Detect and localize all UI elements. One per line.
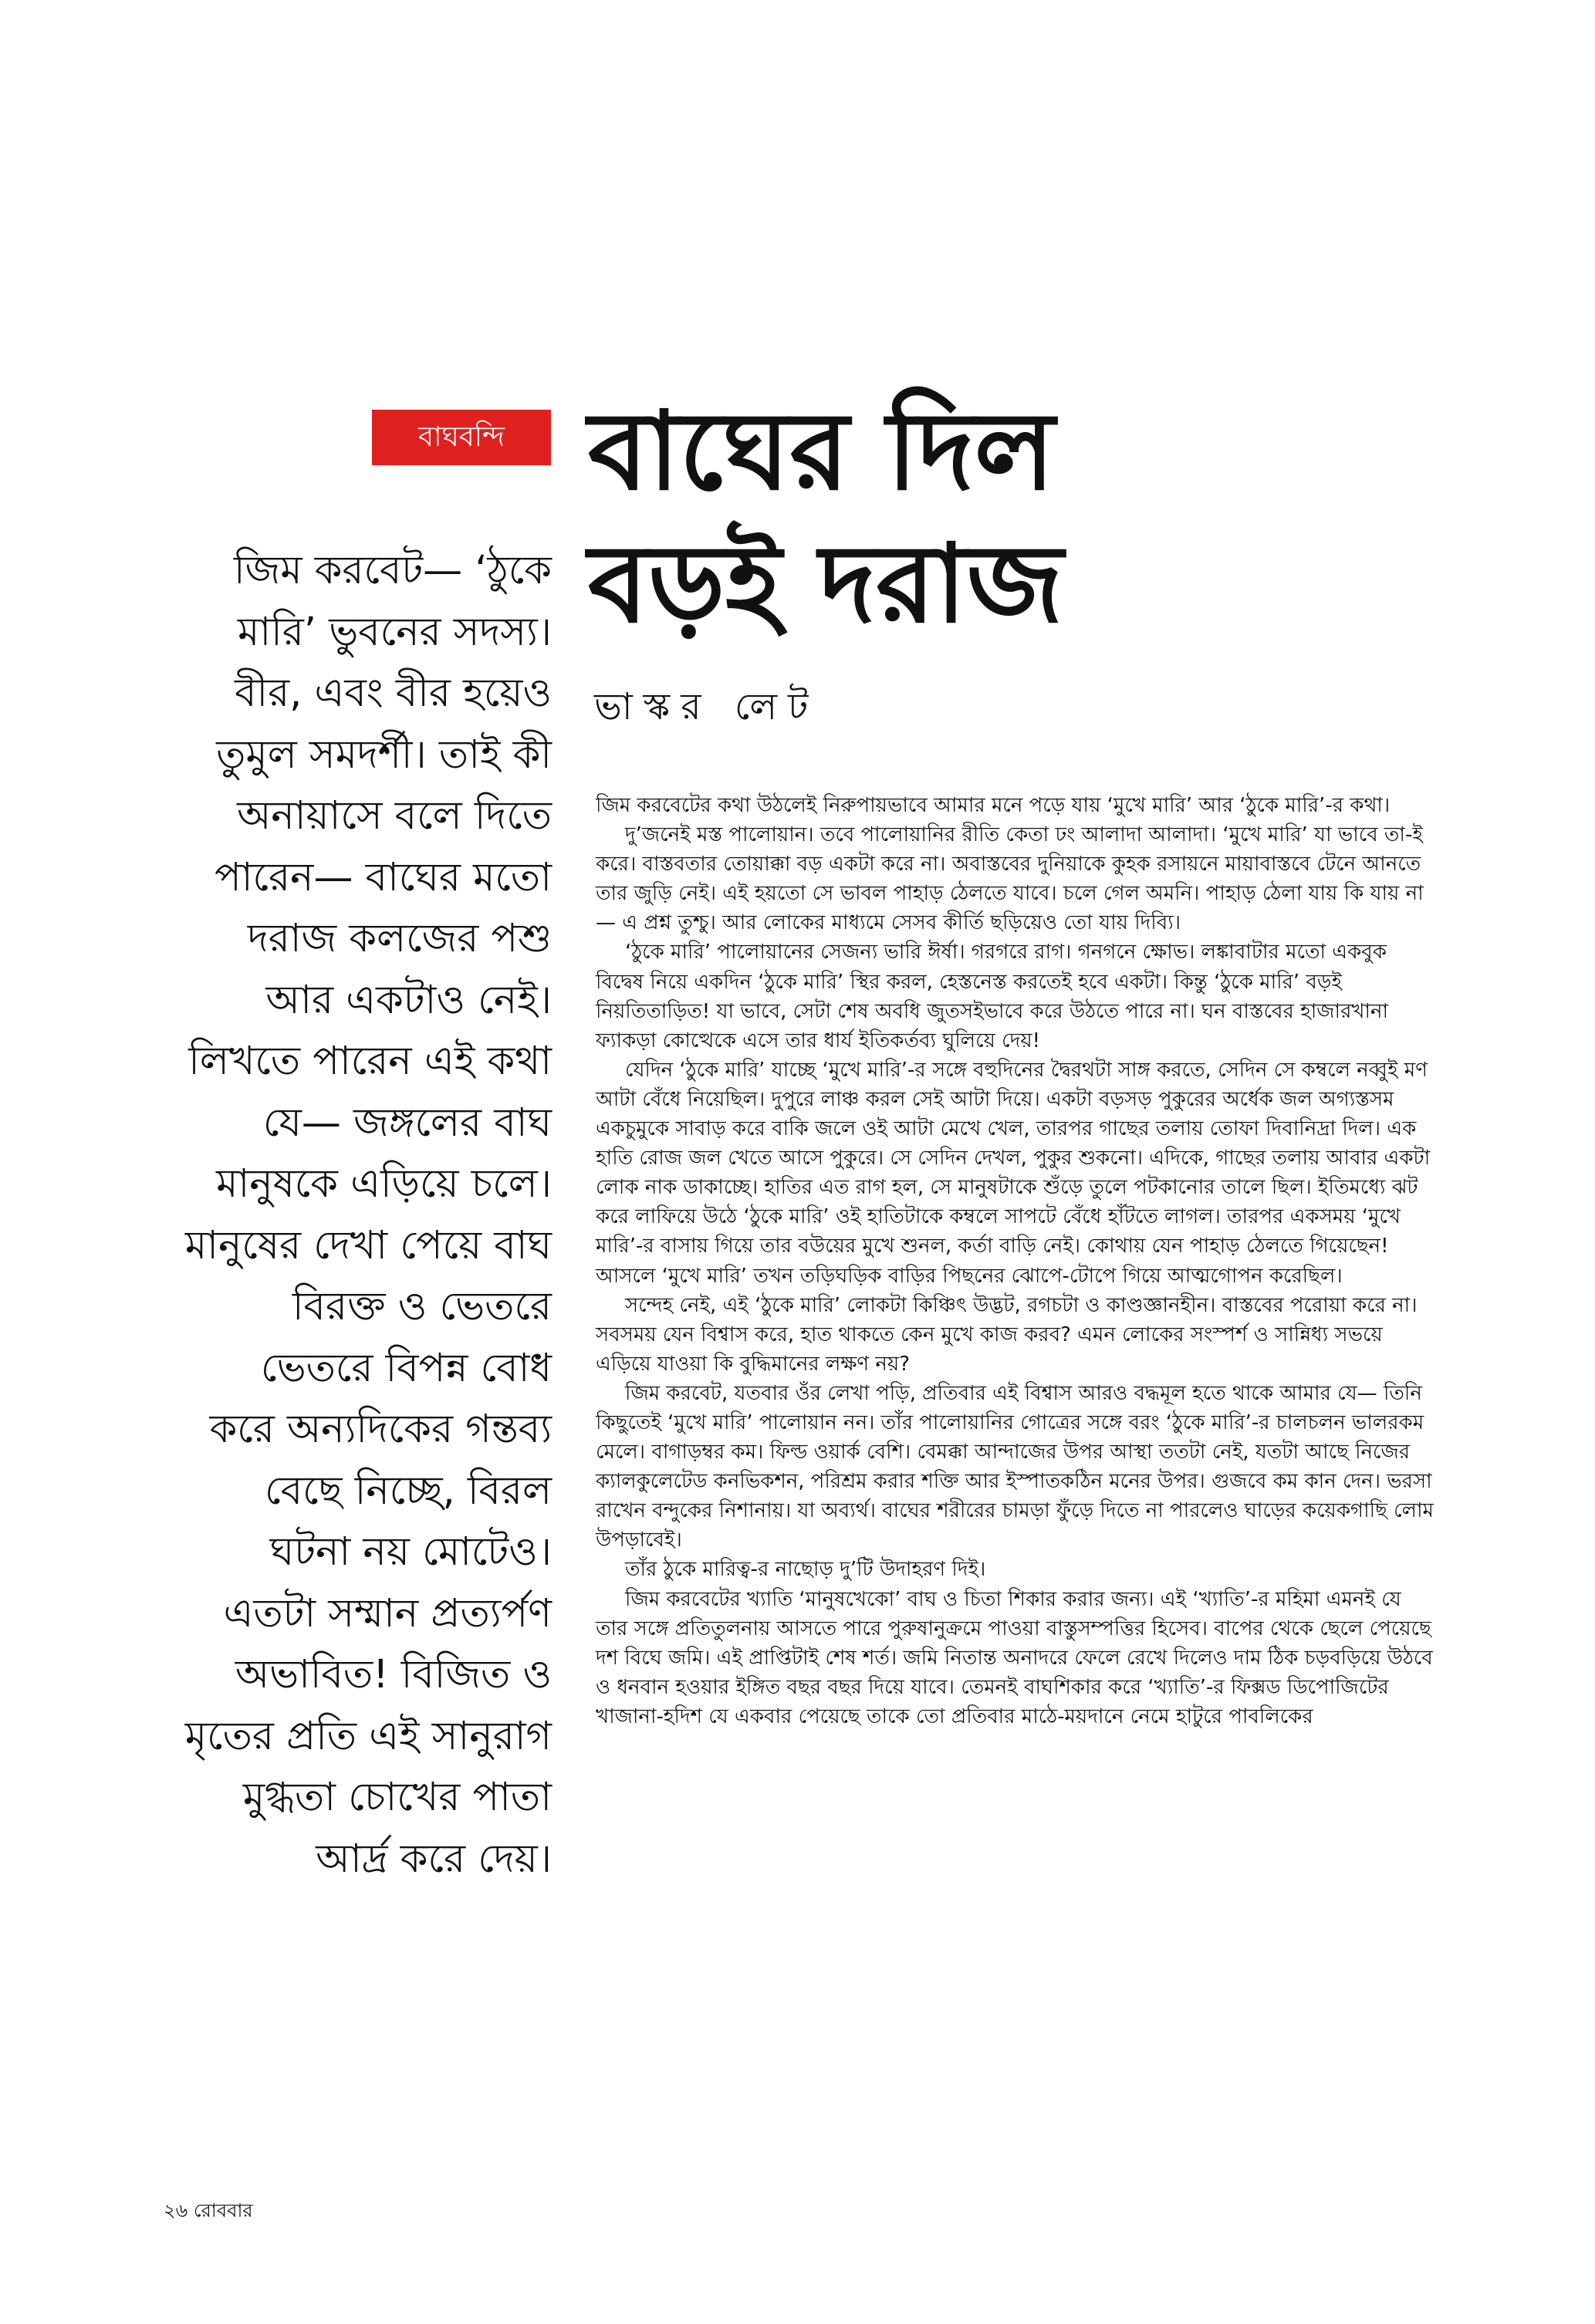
- article-body: [596, 791, 1437, 1731]
- page-folio: ২৬ রোববার: [164, 2200, 253, 2221]
- pull-quote-line: ভেতরে বিপন্ন বোধ: [260, 1345, 552, 1391]
- pull-quote-line: করে অন্যদিকের গন্তব্য: [209, 1407, 552, 1452]
- pull-quote-line: দরাজ কলজের পশু: [247, 916, 552, 961]
- pull-quote-line: মানুষের দেখা পেয়ে বাঘ: [184, 1222, 552, 1268]
- article-title: [588, 386, 1437, 651]
- body-paragraph: যেদিন ‘ঠুকে মারি’ যাচ্ছে ‘মুখে মারি’-র সঙ্গে বহুদিনের দ্বৈরথটা সাঙ্গ করতে, সেদিন সে কম্বলে নব্বুই মণ আটা বেঁধে নিয়েছিল। দুপুরে লাঞ্চ করল সেই আটা দিয়ে। একটা বড়সড় পুকুরের অর্ধেক জল অগ্যস্তসম একচুমুকে সাবাড় করে বাকি জলে ওই আটা মেখে খেল, তারপর গাছের তলায় তোফা দিবানিদ্রা দিল। এক হাতি রোজ জল খেতে আসে পুকুরে। সে সেদিন দেখল, পুকুর শুকনো। এদিকে, গাছের তলায় আবার একটা লোক নাক ডাকাচ্ছে। হাতির এত রাগ হল, সে মানুষটাকে শুঁড়ে তুলে পটকানোর তালে ছিল। ইতিমধ্যে ঝট করে লাফিয়ে উঠে ‘ঠুকে মারি’ ওই হাতিটাকে কম্বলে সাপটে বেঁধে হাঁটতে লাগল। তারপর একসময় ‘মুখে মারি’-র বাসায় গিয়ে তার বউয়ের মুখে শুনল, কর্তা বাড়ি নেই। কোথায় যেন পাহাড় ঠেলতে গিয়েছেন! আসলে ‘মুখে মারি’ তখন তড়িঘড়িক বাড়ির পিছনের ঝোপে-টোপে গিয়ে আত্মগোপন করেছিল।: [596, 1058, 1431, 1288]
- pull-quote: [147, 540, 552, 1890]
- section-tag: বাঘবন্দি: [372, 410, 551, 465]
- body-paragraph: সন্দেহ নেই, এই ‘ঠুকে মারি’ লোকটা কিঞ্চিৎ উদ্ভট, রগচটা ও কাণ্ডজ্ঞানহীন। বাস্তবের পরোয়া করে না। সবসময় যেন বিশ্বাস করে, হাত থাকতে কেন মুখে কাজ করব? এমন লোকের সংস্পর্শ ও সান্নিধ্য সভয়ে এড়িয়ে যাওয়া কি বুদ্ধিমানের লক্ষণ নয়?: [596, 1293, 1418, 1376]
- pull-quote-line: তুমুল সমদর্শী। তাই কী: [216, 731, 552, 778]
- pull-quote-line: ঘটনা নয় মোটেও।: [269, 1529, 552, 1575]
- pull-quote-line: এতটা সম্মান প্রত্যর্পণ: [223, 1590, 552, 1637]
- pull-quote-line: জিম করবেট— ‘ঠুকে: [233, 548, 552, 593]
- pull-quote-line: বেছে নিচ্ছে, বিরল: [265, 1468, 552, 1514]
- body-paragraph: জিম করবেট, যতবার ওঁর লেখা পড়ি, প্রতিবার এই বিশ্বাস আরও বদ্ধমূল হতে থাকে আমার যে— তিনি কিছুতেই ‘মুখে মারি’ পালোয়ান নন। তাঁর পালোয়ানির গোত্রের সঙ্গে বরং ‘ঠুকে মারি’-র চালচলন ভালরকম মেলে। বাগাড়ম্বর কম। ফিল্ড ওয়ার্ক বেশি। বেমক্কা আন্দাজের উপর আস্থা ততটা নেই, যতটা আছে নিজের ক্যালকুলেটেড কনভিকশন, পরিশ্রম করার শক্তি আর ইস্পাতকঠিন মনের উপর। গুজবে কম কান দেন। ভরসা রাখেন বন্দুকের নিশানায়। যা অব্যর্থ। বাঘের শরীরের চামড়া ফুঁড়ে দিতে না পারলেও ঘাড়ের কয়েকগাছি লোম উপড়াবেই।: [596, 1381, 1434, 1552]
- pull-quote-line: মৃতের প্রতি এই সানুরাগ: [184, 1713, 552, 1759]
- pull-quote-line: মুগ্ধতা চোখের পাতা: [242, 1775, 552, 1820]
- title-line: বাঘের দিল: [588, 389, 1055, 515]
- pull-quote-line: মারি’ ভুবনের সদস্য।: [238, 609, 552, 655]
- pull-quote-line: যে— জঙ্গলের বাঘ: [262, 1100, 552, 1146]
- pull-quote-line: আর একটাও নেই।: [265, 977, 552, 1023]
- pull-quote-line: মানুষকে এড়িয়ে চলে।: [216, 1161, 552, 1207]
- body-paragraph: জিম করবেটের কথা উঠলেই নিরুপায়ভাবে আমার মনে পড়ে যায় ‘মুখে মারি’ আর ‘ঠুকে মারি’-র কথা।: [596, 794, 1391, 817]
- body-paragraph: তাঁর ঠুকে মারিত্ব-র নাছোড় দু’টি উদাহরণ দিই।: [625, 1558, 986, 1582]
- pull-quote-line: অভাবিত! বিজিত ও: [235, 1652, 552, 1697]
- pull-quote-line: বিরক্ত ও ভেতরে: [292, 1284, 552, 1329]
- pull-quote-line: আর্দ্র করে দেয়।: [316, 1836, 552, 1882]
- body-paragraph: দু’জনেই মস্ত পালোয়ান। তবে পালোয়ানির রীতি কেতা ঢং আলাদা আলাদা। ‘মুখে মারি’ যা ভাবে তা-ই করে। বাস্তবতার তোয়াক্কা বড় একটা করে না। অবাস্তবের দুনিয়াকে কুহক রসায়নে মায়াবাস্তবে টেনে আনতে তার জুড়ি নেই। এই হয়তো সে ভাবল পাহাড় ঠেলতে যাবে। চলে গেল অমনি। পাহাড় ঠেলা যায় কি যায় না— এ প্রশ্ন তুশ্চু। আর লোকের মাধ্যমে সেসব কীর্তি ছড়িয়েও তো যায় দিব্যি।: [596, 823, 1424, 935]
- body-paragraph: ‘ঠুকে মারি’ পালোয়ানের সেজন্য ভারি ঈর্ষা। গরগরে রাগ। গনগনে ক্ষোভ। লঙ্কাবাটার মতো একবুক বিদ্বেষ নিয়ে একদিন ‘ঠুকে মারি’ স্থির করল, হেস্তনেস্ত করতেই হবে একটা। কিন্তু ‘ঠুকে মারি’ বড়ই নিয়তিতাড়িত! যা ভাবে, সেটা শেষ অবধি জুতসইভাবে করে উঠতে পারে না। ঘন বাস্তবের হাজারখানা ফ্যাকড়া কোত্থেকে এসে তার ধার্য ইতিকর্তব্য ঘুলিয়ে দেয়!: [596, 941, 1389, 1052]
- pull-quote-line: পারেন— বাঘের মতো: [215, 854, 552, 900]
- body-paragraph: জিম করবেটের খ্যাতি ‘মানুষখেকো’ বাঘ ও চিতা শিকার করার জন্য। এই ‘খ্যাতি’-র মহিমা এমনই যে তার সঙ্গে প্রতিতুলনায় আসতে পারে পুরুষানুক্রমে পাওয়া বাস্তুসম্পত্তির হিসেব। বাপের থেকে ছেলে পেয়েছে দশ বিঘে জমি। এই প্রাপ্তিটাই শেষ শর্ত। জমি নিতান্ত অনাদরে ফেলে রেখে দিলেও দাম ঠিক চড়বড়িয়ে উঠবে ও ধনবান হওয়ার ইঙ্গিত বছর বছর দিয়ে যাবে। তেমনই বাঘশিকার করে ‘খ্যাতি’-র ফিক্সড ডিপোজিটের খাজানা-হদিশ যে একবার পেয়েছে তাকে তো প্রতিবার মাঠে-ময়দানে নেমে হাটুরে পাবলিকের: [596, 1587, 1433, 1728]
- pull-quote-line: বীর, এবং বীর হয়েও: [235, 671, 552, 716]
- pull-quote-line: লিখতে পারেন এই কথা: [188, 1039, 552, 1084]
- author-byline: ভাস্কর লেট: [594, 685, 819, 728]
- pull-quote-line: অনায়াসে বলে দিতে: [237, 793, 552, 839]
- title-line: বড়ই দরাজ: [588, 522, 1063, 647]
